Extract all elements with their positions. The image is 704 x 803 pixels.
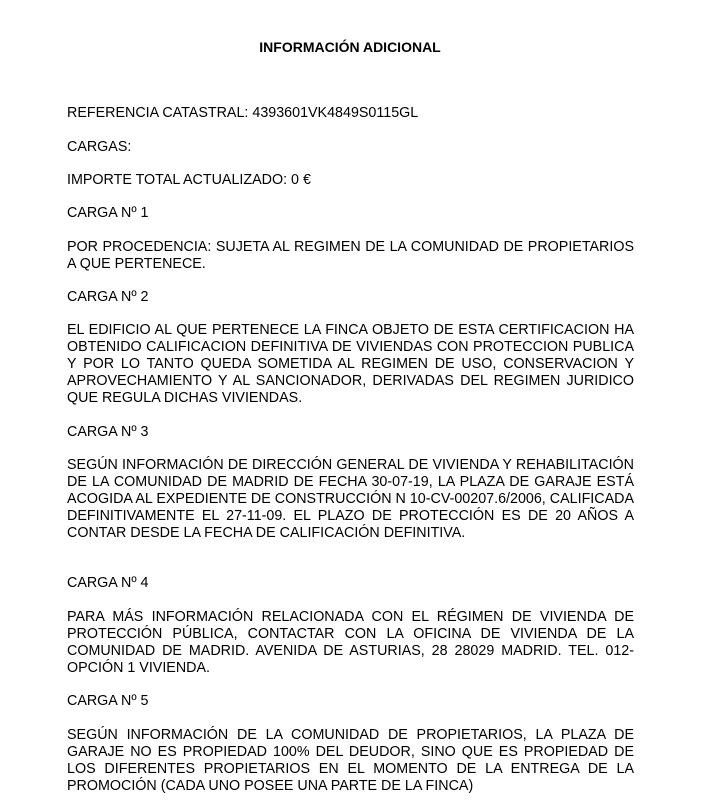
document-title: INFORMACIÓN ADICIONAL: [259, 39, 441, 55]
carga-5-text: SEGÚN INFORMACIÓN DE LA COMUNIDAD DE PROPIETARIOS, LA PLAZA DE GARAJE NO ES PROPIEDAD 100% DEL DEUDOR, SINO QUE ES PROPIEDAD DE LOS DIFERENTES PROPIETARIOS EN EL MOMENTO DE LA ENTREGA DE LA PROMOCIÓN (CADA UNO POSEE UNA PARTE DE LA FINCA): [67, 727, 634, 794]
carga-1-text: POR PROCEDENCIA: SUJETA AL REGIMEN DE LA COMUNIDAD DE PROPIETARIOS A QUE PERTENECE.: [67, 239, 634, 272]
carga-2-text: EL EDIFICIO AL QUE PERTENECE LA FINCA OBJETO DE ESTA CERTIFICACION HA OBTENIDO CALIFICACION DEFINITIVA DE VIVIENDAS CON PROTECCION PUBLICA Y POR LO TANTO QUEDA SOMETIDA AL REGIMEN DE USO, CONSERVACION Y APROVECHAMIENTO Y AL SANCIONADOR, DERIVADAS DEL REGIMEN JURIDICO QUE REGULA DICHAS VIVIENDAS.: [67, 322, 634, 406]
referencia-catastral: REFERENCIA CATASTRAL: 4393601VK4849S0115GL: [67, 105, 419, 121]
importe-total: IMPORTE TOTAL ACTUALIZADO: 0 €: [67, 172, 311, 188]
carga-4-heading: CARGA Nº 4: [67, 575, 149, 591]
carga-2-heading: CARGA Nº 2: [67, 289, 149, 305]
carga-3-text: SEGÚN INFORMACIÓN DE DIRECCIÓN GENERAL DE VIVIENDA Y REHABILITACIÓN DE LA COMUNIDAD DE MADRID DE FECHA 30-07-19, LA PLAZA DE GARAJE ESTÁ ACOGIDA AL EXPEDIENTE DE CONSTRUCCIÓN N 10-CV-00207.6/2006, CALIFICADA DEFINITIVAMENTE EL 27-11-09. EL PLAZO DE PROTECCIÓN ES DE 20 AÑOS A CONTAR DESDE LA FECHA DE CALIFICACIÓN DEFINITIVA.: [67, 457, 634, 541]
carga-4-text: PARA MÁS INFORMACIÓN RELACIONADA CON EL RÉGIMEN DE VIVIENDA DE PROTECCIÓN PÚBLICA, CONTACTAR CON LA OFICINA DE VIVIENDA DE LA COMUNIDAD DE MADRID. AVENIDA DE ASTURIAS, 28 28029 MADRID. TEL. 012-OPCIÓN 1 VIVIENDA.: [67, 609, 634, 676]
carga-5-heading: CARGA Nº 5: [67, 693, 149, 709]
carga-1-heading: CARGA Nº 1: [67, 205, 149, 221]
carga-3-heading: CARGA Nº 3: [67, 424, 149, 440]
cargas-label: CARGAS:: [67, 139, 132, 155]
